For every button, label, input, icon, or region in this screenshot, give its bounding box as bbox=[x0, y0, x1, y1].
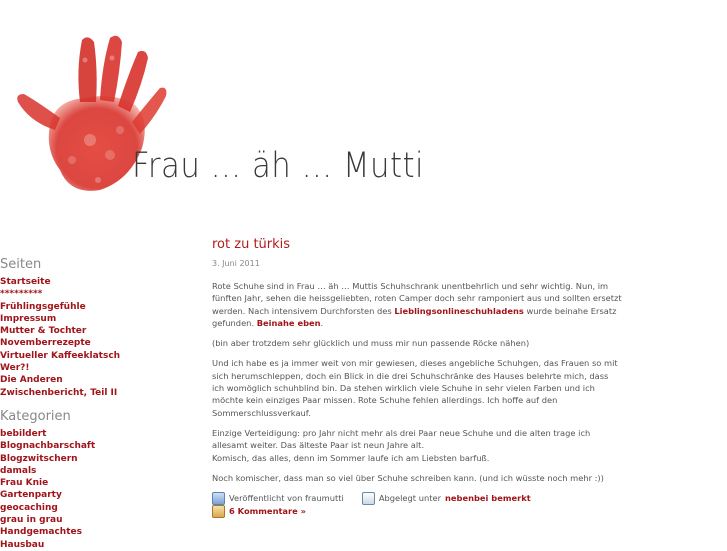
shoe-shop-link[interactable]: Lieblingsonlineschuhladens bbox=[394, 305, 524, 316]
page-link-wer[interactable]: Wer?! bbox=[0, 363, 30, 374]
category-link[interactable]: Hausbau bbox=[0, 539, 45, 550]
comments-link[interactable]: 6 Kommentare » bbox=[229, 506, 307, 517]
category-link[interactable]: geocaching bbox=[0, 502, 58, 513]
page-link-hidden[interactable]: ********* bbox=[0, 289, 43, 300]
page-link-novemberrezepte[interactable]: Novemberrezepte bbox=[0, 338, 91, 349]
page-link-zwischenbericht[interactable]: Zwischenbericht, Teil II bbox=[0, 387, 118, 398]
page-link-mutter-tochter[interactable]: Mutter & Tochter bbox=[0, 326, 87, 337]
blog-post bbox=[212, 237, 622, 518]
category-nebenbei-link[interactable]: nebenbei bemerkt bbox=[444, 493, 531, 504]
category-link[interactable]: damals bbox=[0, 465, 37, 476]
category-link[interactable]: Handgemachtes bbox=[0, 527, 82, 538]
categories-list bbox=[0, 428, 200, 551]
post-title[interactable]: rot zu türkis bbox=[212, 237, 291, 252]
post-paragraph: Einzige Verteidigung: pro Jahr nicht mehr als drei Paar neue Schuhe und die alten trage ich allesamt weiter. Das älteste Paar ist neun Jahre alt. Komisch, das alles, denn im Sommer laufe ich am Liebsten barfuß. bbox=[212, 427, 591, 463]
post-meta bbox=[212, 492, 622, 518]
post-body bbox=[212, 280, 622, 484]
category-link[interactable]: Blogzwitschern bbox=[0, 453, 78, 464]
site-header bbox=[0, 0, 727, 215]
document-icon bbox=[362, 492, 375, 505]
beinahe-eben-link[interactable]: Beinahe eben bbox=[256, 317, 321, 328]
category-link[interactable]: Blognachbarschaft bbox=[0, 441, 96, 452]
category-link[interactable]: Gartenparty bbox=[0, 490, 62, 501]
site-title[interactable]: Frau … äh … Mutti bbox=[132, 146, 424, 186]
category-link[interactable]: grau in grau bbox=[0, 515, 63, 526]
page-link-startseite[interactable]: Startseite bbox=[0, 277, 51, 287]
filed-under-text: Abgelegt unter bbox=[378, 493, 441, 504]
pages-list bbox=[0, 276, 200, 399]
page-link-die-anderen[interactable]: Die Anderen bbox=[0, 375, 63, 386]
post-paragraph: Noch komischer, dass man so viel über Schuhe schreiben kann. (und ich wüsste noch mehr :)) bbox=[212, 472, 604, 483]
page-link-impressum[interactable]: Impressum bbox=[0, 313, 57, 324]
category-link[interactable]: Frau Knie bbox=[0, 478, 49, 489]
page-link-kaffeeklatsch[interactable]: Virtueller Kaffeeklatsch bbox=[0, 350, 121, 361]
categories-heading: Kategorien bbox=[0, 408, 71, 424]
post-paragraph: (bin aber trotzdem sehr glücklich und muss mir nun passende Röcke nähen) bbox=[212, 338, 530, 349]
post-paragraph: Rote Schuhe sind in Frau … äh … Muttis Schuhschrank unentbehrlich und sehr wichtig. Nun, im fünften Jahr, sehen die heissgeliebten, roten Camper doch sehr ramponiert aus und sollten ersetzt werden. Nach intensivem Durchforsten des Lieblingsonlineschuhladens wurde beinahe Ersatz gefunden. Beinahe eben. bbox=[212, 281, 622, 328]
author-text: Veröffentlicht von fraumutti bbox=[229, 493, 344, 504]
post-date: 3. Juni 2011 bbox=[212, 259, 260, 268]
category-link[interactable]: bebildert bbox=[0, 428, 47, 439]
page-link-fruehlingsgefuehle[interactable]: Frühlingsgefühle bbox=[0, 301, 86, 312]
post-paragraph: Und ich habe es ja immer weit von mir gewiesen, dieses angebliche Schuhgen, das Frauen so mit sich herumschleppen, doch ein Blick in die drei Schuhschränke des Hauses belehrte mich, dass ich womöglich schuhblind bin. Da stehen wirklich viele Schuhe in sehr vielen Farben und ich möchte kein einziges Paar missen. Rote Schuhe fehlen allerdings. Ich hoffe auf den Sommerschlussverkauf. bbox=[212, 358, 618, 418]
comments-box-icon bbox=[212, 505, 225, 518]
user-icon bbox=[212, 492, 225, 505]
pages-heading: Seiten bbox=[0, 257, 42, 272]
sidebar bbox=[0, 257, 200, 551]
